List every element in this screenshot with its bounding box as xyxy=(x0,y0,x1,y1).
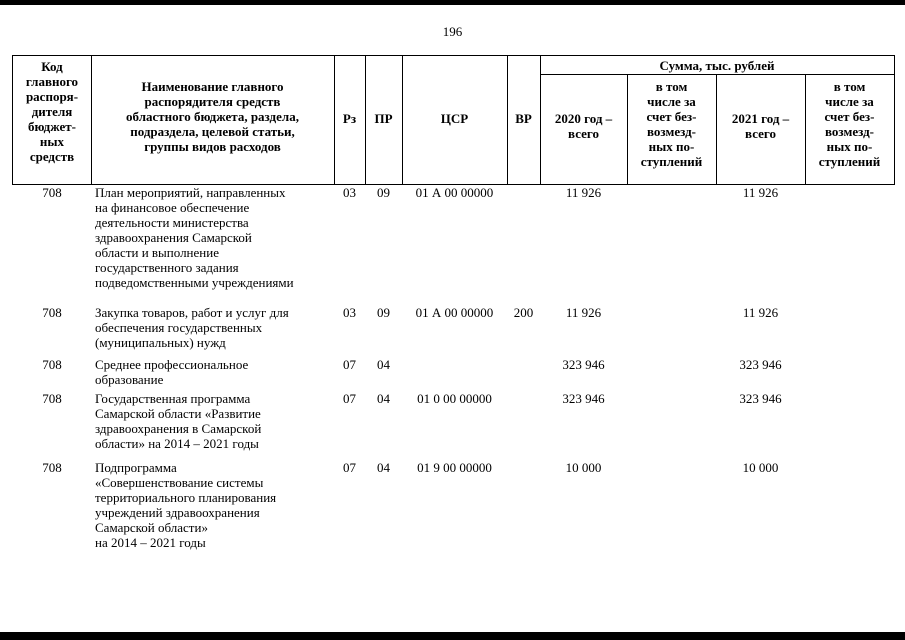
cell-name: Государственная программа Самарской области «Развитие здравоохранения в Самарской области» на 2014 – 2021 годы xyxy=(95,391,262,451)
header-2021-total: 2021 год – всего xyxy=(731,111,790,141)
cell-2020: 11 926 xyxy=(565,185,602,200)
cell-rz: 07 xyxy=(343,460,356,475)
cell-vr: 200 xyxy=(513,305,534,320)
header-code: Код главного распоря- дителя бюджет- ных средств xyxy=(25,59,79,164)
cell-code: 708 xyxy=(42,460,62,475)
header-sum: Сумма, тыс. рублей xyxy=(659,58,775,73)
cell-2020: 323 946 xyxy=(562,391,605,406)
header-vr: ВР xyxy=(515,111,532,126)
cell-2020: 10 000 xyxy=(565,460,602,475)
cell-2021: 323 946 xyxy=(739,357,782,372)
cell-pr: 04 xyxy=(377,357,390,372)
cell-2021: 323 946 xyxy=(739,391,782,406)
cell-csr: 01 9 00 00000 xyxy=(417,460,492,475)
header-csr: ЦСР xyxy=(440,111,469,126)
top-rule xyxy=(0,0,905,5)
cell-rz: 07 xyxy=(343,357,356,372)
cell-2021: 11 926 xyxy=(742,185,779,200)
header-2020-total: 2020 год – всего xyxy=(554,111,613,141)
cell-code: 708 xyxy=(42,391,62,406)
cell-rz: 07 xyxy=(343,391,356,406)
cell-pr: 09 xyxy=(377,185,390,200)
header-name: Наименование главного распорядителя средств областного бюджета, раздела, подраздела, целевой статьи, группы видов расходов xyxy=(126,79,299,154)
cell-code: 708 xyxy=(42,185,62,200)
header-rz: Рз xyxy=(342,111,357,126)
cell-rz: 03 xyxy=(343,185,356,200)
cell-csr: 01 А 00 00000 xyxy=(415,185,494,200)
cell-pr: 09 xyxy=(377,305,390,320)
cell-pr: 04 xyxy=(377,391,390,406)
cell-name: Среднее профессиональное образование xyxy=(95,357,249,387)
cell-csr: 01 0 00 00000 xyxy=(417,391,492,406)
cell-name: План мероприятий, направленных на финансовое обеспечение деятельности министерства здравоохранения Самарской области и выполнение государственного задания подведомственными учреждениями xyxy=(95,185,294,290)
cell-2021: 10 000 xyxy=(742,460,779,475)
header-pr: ПР xyxy=(374,111,393,126)
cell-name: Закупка товаров, работ и услуг для обеспечения государственных (муниципальных) нужд xyxy=(95,305,289,350)
cell-name: Подпрограмма «Совершенствование системы территориального планирования учреждений здравоохранения Самарской области» на 2014 – 2021 годы xyxy=(95,460,277,550)
header-2020-free: в том числе за счет без- возмезд- ных по- ступлений xyxy=(640,79,703,169)
cell-csr: 01 А 00 00000 xyxy=(415,305,494,320)
cell-code: 708 xyxy=(42,305,62,320)
cell-2020: 323 946 xyxy=(562,357,605,372)
page-number: 196 xyxy=(442,24,463,39)
cell-code: 708 xyxy=(42,357,62,372)
cell-pr: 04 xyxy=(377,460,390,475)
header-2021-free: в том числе за счет без- возмезд- ных по- ступлений xyxy=(818,79,881,169)
cell-rz: 03 xyxy=(343,305,356,320)
cell-2020: 11 926 xyxy=(565,305,602,320)
bottom-rule xyxy=(0,632,905,640)
cell-2021: 11 926 xyxy=(742,305,779,320)
